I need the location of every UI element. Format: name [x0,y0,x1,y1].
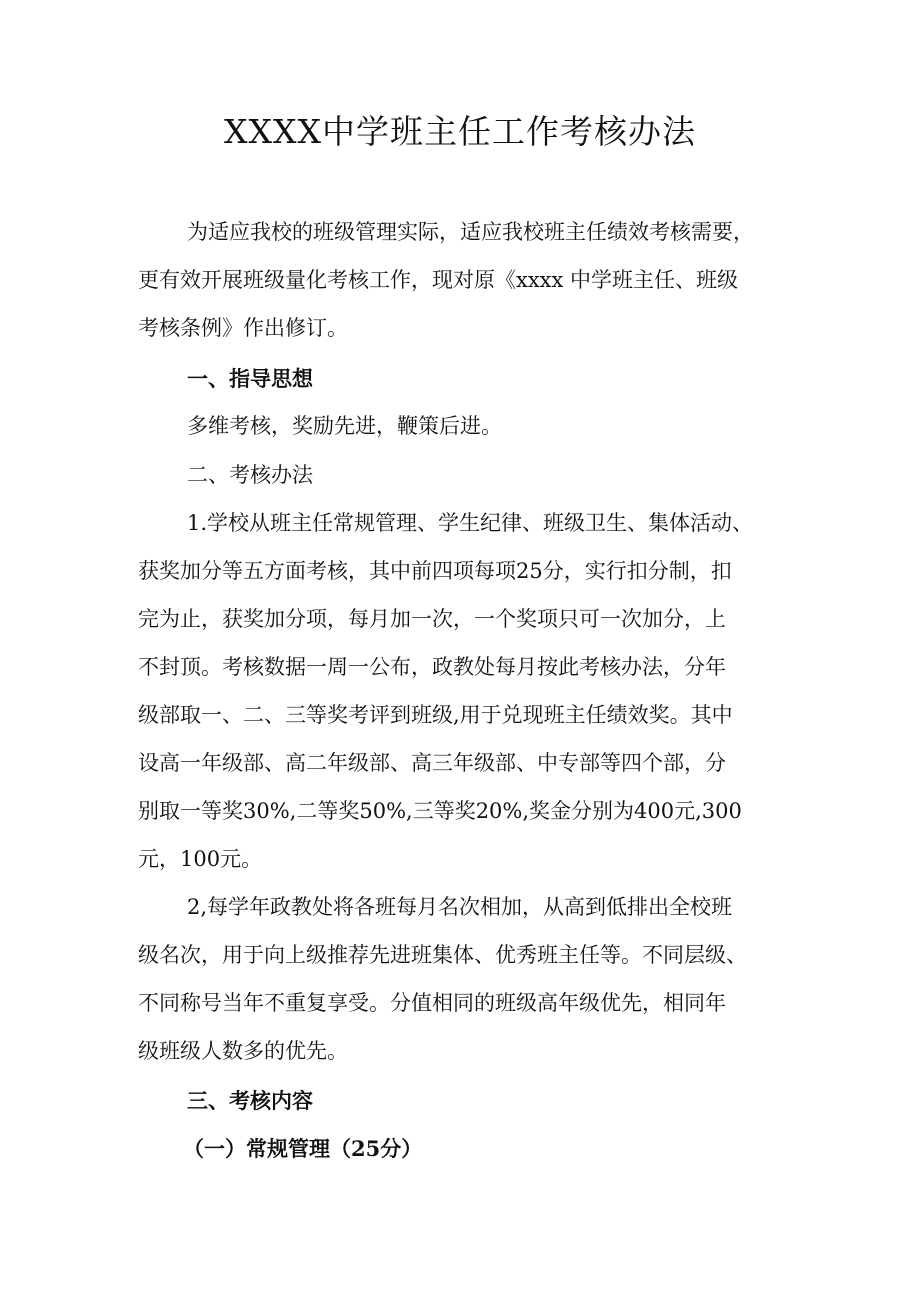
method-item-1-line-6: 设高一年级部、高二年级部、高三年级部、中专部等四个部，分 [138,751,726,775]
method-item-1-line-3: 完为止，获奖加分项，每月加一次，一个奖项只可一次加分，上 [138,607,726,631]
paragraph-intro-line-3: 考核条例》作出修订。 [138,316,348,340]
method-item-1-line-1: 1.学校从班主任常规管理、学生纪律、班级卫生、集体活动、 [187,511,754,535]
method-item-1-line-8: 元，100元。 [138,847,263,871]
section-heading-assessment-content: 三、考核内容 [187,1088,313,1113]
section-heading-guiding-thought: 一、指导思想 [187,366,313,391]
guiding-thought-text: 多维考核，奖励先进，鞭策后进。 [187,414,502,438]
paragraph-intro-line-1: 为适应我校的班级管理实际，适应我校班主任绩效考核需要， [187,220,754,244]
method-item-1-line-4: 不封顶。考核数据一周一公布，政教处每月按此考核办法，分年 [138,655,726,679]
method-item-1-line-5: 级部取一、二、三等奖考评到班级,用于兑现班主任绩效奖。其中 [138,703,733,727]
document-title: XXXX中学班主任工作考核办法 [224,112,696,151]
subsection-heading-routine-management: （一）常规管理（25分） [183,1136,423,1161]
paragraph-intro-line-2: 更有效开展班级量化考核工作，现对原《xxxx 中学班主任、班级 [138,268,739,292]
method-item-2-line-2: 级名次，用于向上级推荐先进班集体、优秀班主任等。不同层级、 [138,943,747,967]
method-item-2-line-4: 级班级人数多的优先。 [138,1039,348,1063]
method-item-1-line-2: 获奖加分等五方面考核，其中前四项每项25分，实行扣分制，扣 [138,559,732,583]
method-item-2-line-1: 2,每学年政教处将各班每月名次相加，从高到低排出全校班 [187,895,733,919]
method-item-1-line-7: 别取一等奖30%,二等奖50%,三等奖20%,奖金分别为400元,300 [138,799,742,823]
method-item-2-line-3: 不同称号当年不重复享受。分值相同的班级高年级优先，相同年 [138,991,726,1015]
section-heading-assessment-method: 二、考核办法 [187,463,313,487]
